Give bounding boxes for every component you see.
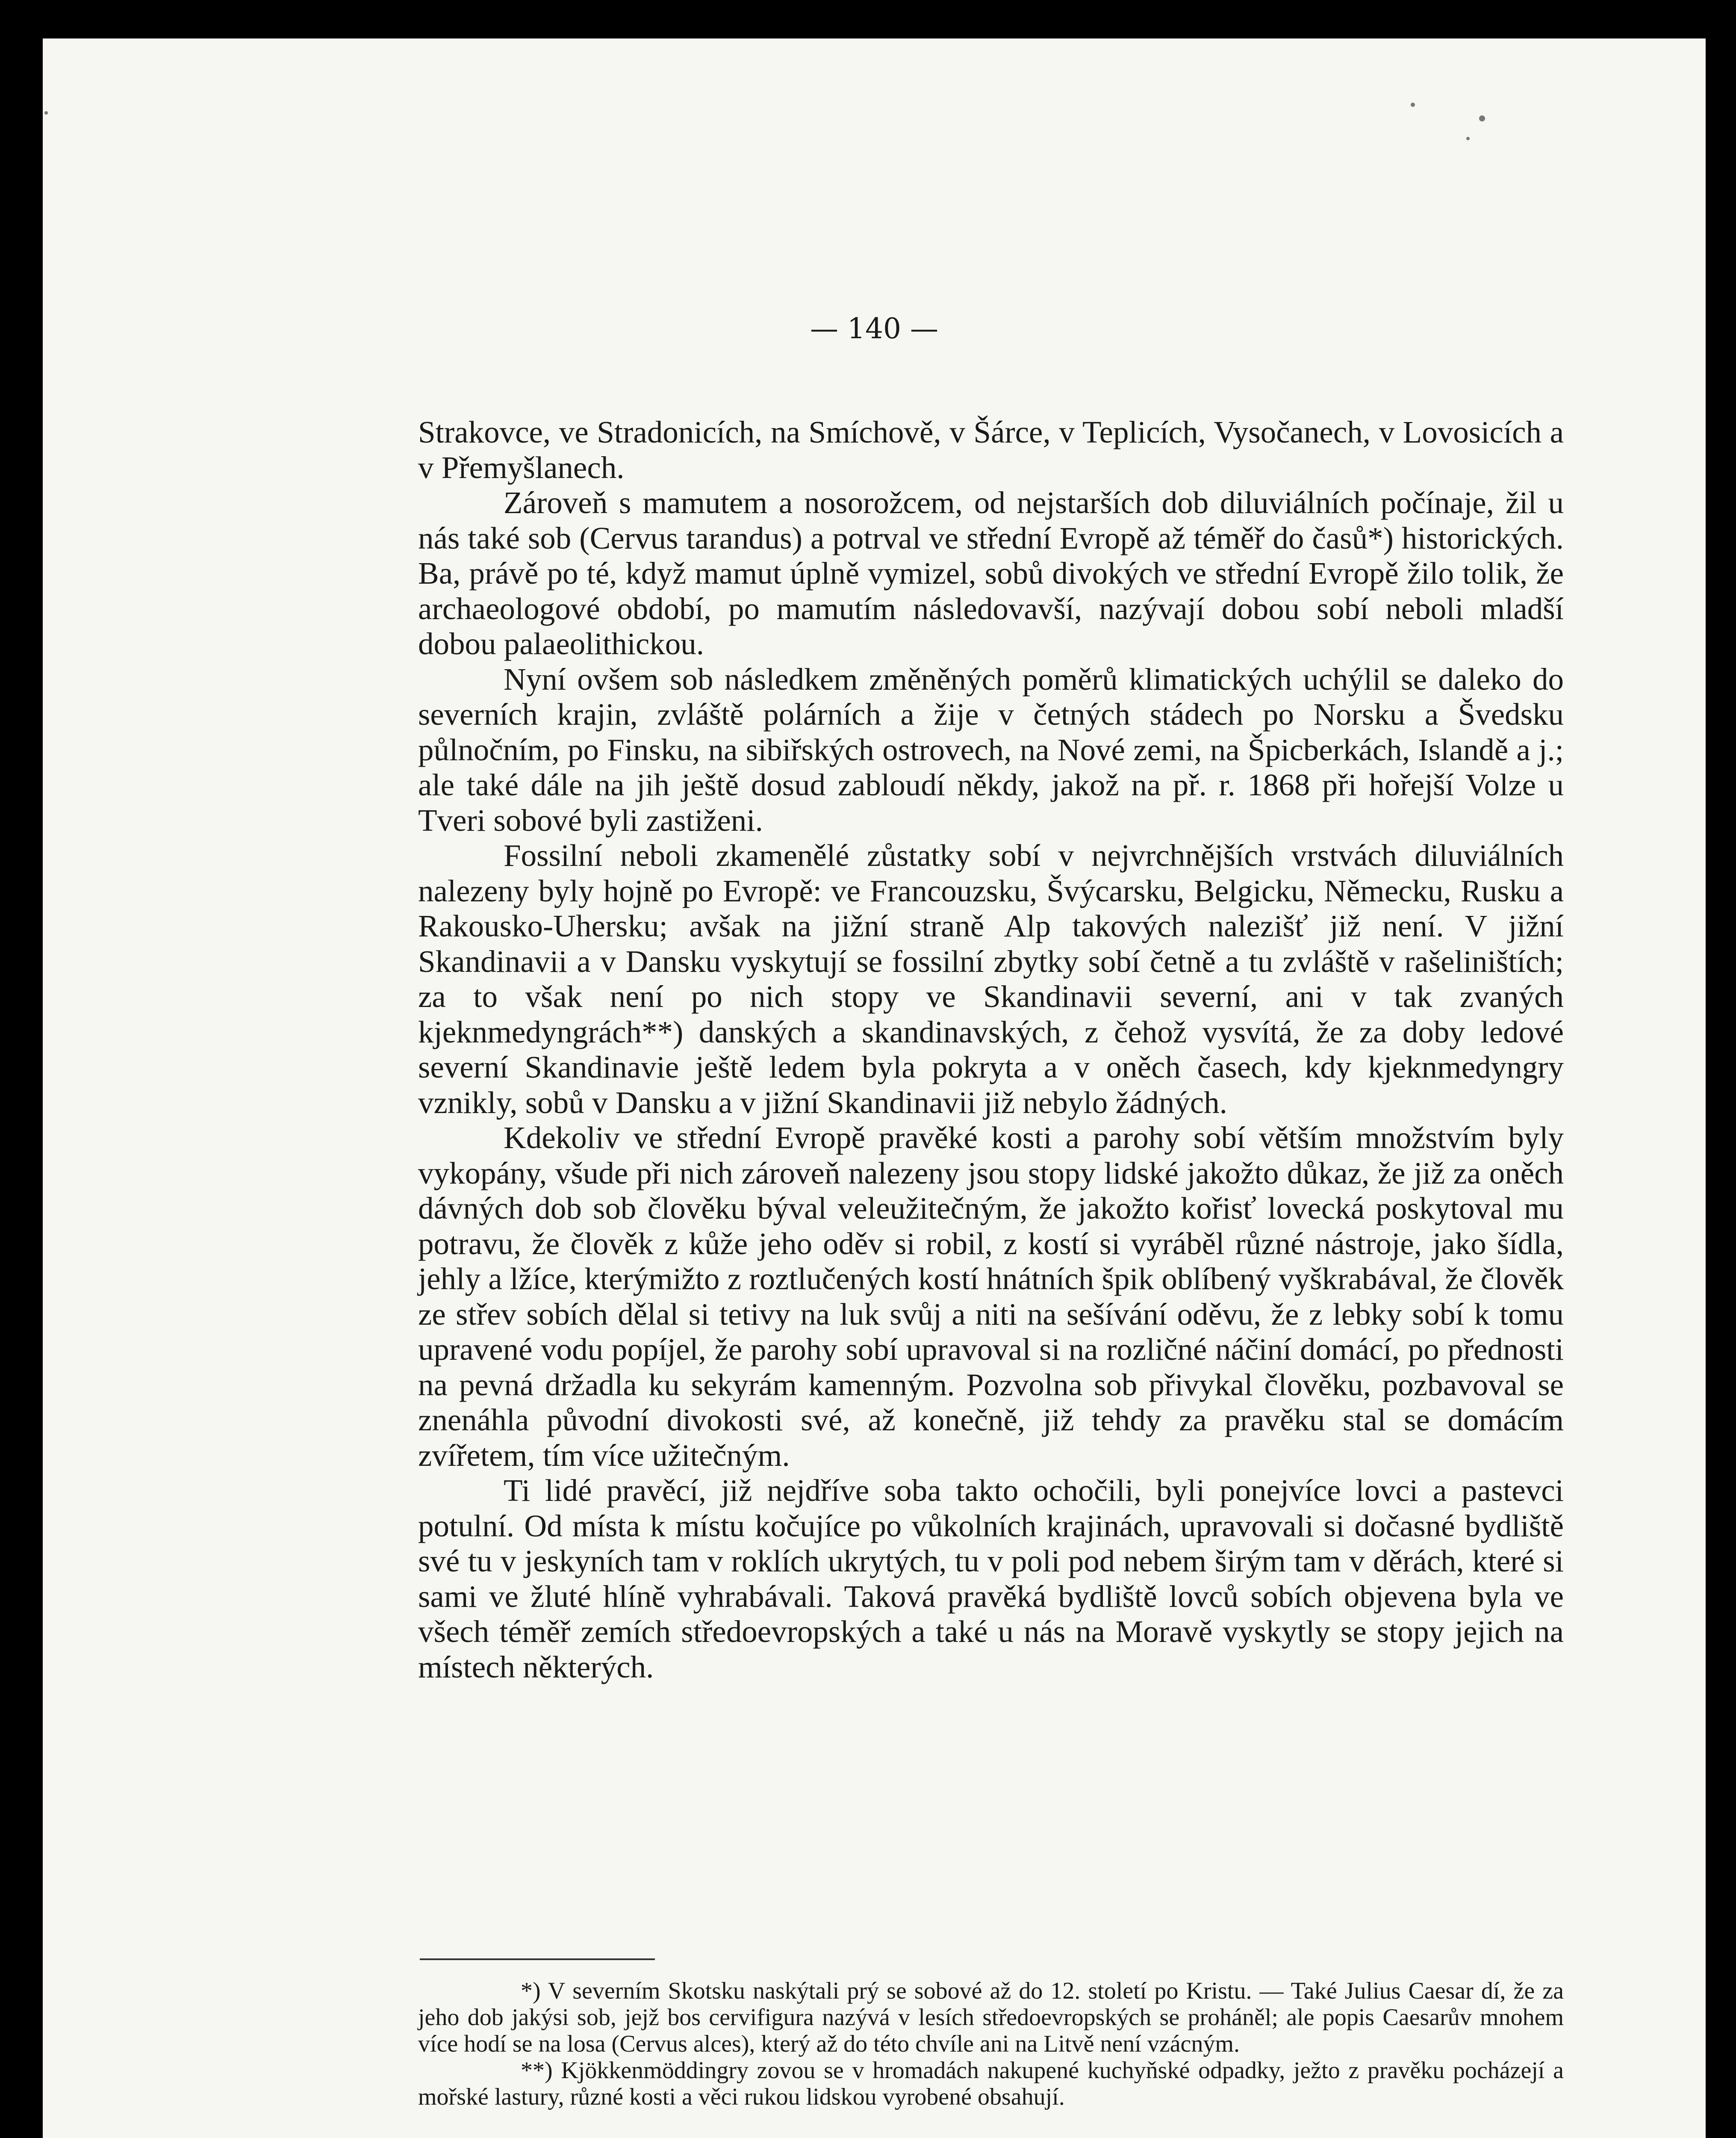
- footnote: *) V severním Skotsku naskýtali prý se sobové až do 12. století po Kristu. — Také Julius Caesar dí, že za jeho dob jakýsi sob, jejž bos cervifigura nazývá v lesích středoevropských se proháněl; ale popis Caesarův mnohem více hodí se na losa (Cervus alces), který až do této chvíle ani na Litvě není vzácným.: [418, 1978, 1564, 2057]
- footnote-divider: [420, 1958, 655, 1960]
- paragraph: Zároveň s mamutem a nosorožcem, od nejstarších dob diluviálních počínaje, žil u nás také sob (Cervus tarandus) a potrval ve střední Evropě až téměř do časů*) historických. Ba, právě po té, když mamut úplně vymizel, sobů divokých ve střední Evropě žilo tolik, že archaeologové období, po mamutím následovavší, nazývají dobou sobí neboli mladší dobou palaeolithickou.: [418, 485, 1564, 661]
- scan-speck: [1411, 103, 1415, 107]
- paragraph: Strakovce, ve Stradonicích, na Smíchově, v Šárce, v Teplicích, Vysočanech, v Lovosicích a v Přemyšlanech.: [418, 415, 1564, 485]
- body-text: [418, 415, 1564, 1685]
- paragraph: Fossilní neboli zkamenělé zůstatky sobí v nejvrchnějších vrstvách diluviálních nalezeny byly hojně po Evropě: ve Francouzsku, Švýcarsku, Belgicku, Německu, Rusku a Rakousko-Uhersku; avšak na jižní straně Alp takových nalezišť již není. V jižní Skandinavii a v Dansku vyskytují se fossilní zbytky sobí četně a tu zvláště v rašeliništích; za to však není po nich stopy ve Skandinavii severní, ani v tak zvaných kjeknmedyngrách**) danských a skandinavských, z čehož vysvítá, že za doby ledové severní Skandinavie ještě ledem byla pokryta a v oněch časech, kdy kjeknmedyngry vznikly, sobů v Dansku a v jižní Skandinavii již nebylo žádných.: [418, 838, 1564, 1120]
- paragraph: Nyní ovšem sob následkem změněných poměrů klimatických uchýlil se daleko do severních krajin, zvláště polárních a žije v četných stádech po Norsku a Švedsku půlnočním, po Finsku, na sibiřských ostrovech, na Nové zemi, na Špicberkách, Islandě a j.; ale také dále na jih ještě dosud zabloudí někdy, jakož na př. r. 1868 při hořejší Volze u Tveri sobové byli zastiženi.: [418, 661, 1564, 838]
- paragraph: Kdekoliv ve střední Evropě pravěké kosti a parohy sobí větším množstvím byly vykopány, všude při nich zároveň nalezeny jsou stopy lidské jakožto důkaz, že již za oněch dávných dob sob člověku býval veleužitečným, že jakožto kořisť lovecká poskytoval mu potravu, že člověk z kůže jeho oděv si robil, z kostí si vyráběl různé nástroje, jako šídla, jehly a lžíce, kterýmižto z roztlučených kostí hnátních špik oblíbený vyškrabával, že člověk ze střev sobích dělal si tetivy na luk svůj a niti na sešívání oděvu, že z lebky sobí k tomu upravené vodu popíjel, že parohy sobí upravoval si na rozličné náčiní domácí, po přednosti na pevná držadla ku sekyrám kamenným. Pozvolna sob přivykal člověku, pozbavoval se znenáhla původní divokosti své, až konečně, již tehdy za pravěku stal se domácím zvířetem, tím více užitečným.: [418, 1120, 1564, 1473]
- page-number: — 140 —: [810, 312, 938, 345]
- scan-speck: [1466, 137, 1470, 140]
- footnotes: [418, 1978, 1564, 2110]
- scan-speck: [1479, 115, 1485, 121]
- book-page: [43, 38, 1706, 2138]
- paragraph: Ti lidé pravěcí, již nejdříve soba takto ochočili, byli ponejvíce lovci a pastevci potulní. Od místa k místu kočujíce po vůkolních krajinách, upravovali si dočasné bydliště své tu v jeskyních tam v roklích ukrytých, tu v poli pod nebem širým tam v děrách, které si sami ve žluté hlíně vyhrabávali. Taková pravěká bydliště lovců sobích objevena byla ve všech téměř zemích středoevropských a také u nás na Moravě vyskytly se stopy jejich na místech některých.: [418, 1473, 1564, 1684]
- footnote: **) Kjökkenmöddingry zovou se v hromadách nakupené kuchyňské odpadky, ježto z pravěku pocházejí a mořské lastury, různé kosti a věci rukou lidskou vyrobené obsahují.: [418, 2057, 1564, 2110]
- scan-speck: [44, 111, 48, 115]
